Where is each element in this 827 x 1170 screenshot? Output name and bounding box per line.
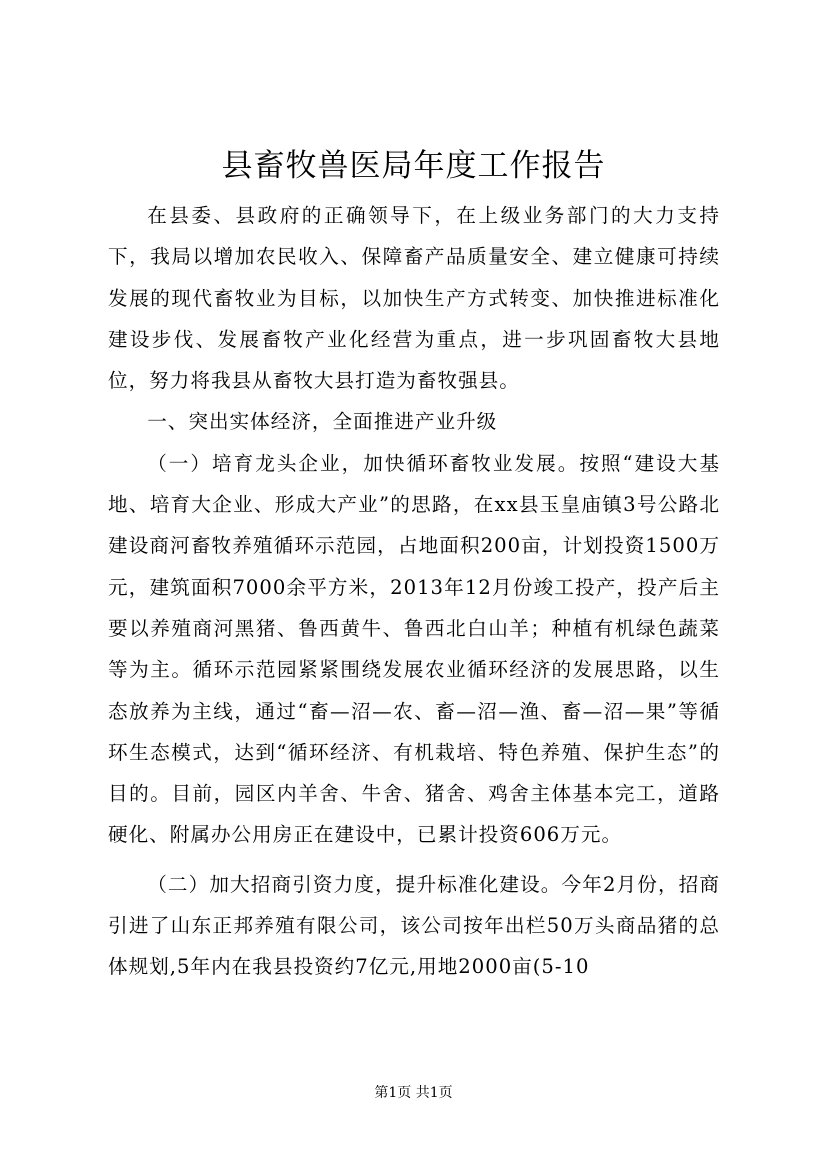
- document-body: [108, 195, 720, 988]
- paragraph-subsection-1: （一）培育龙头企业，加快循环畜牧业发展。按照“建设大基地、培育大企业、形成大产业”的思路，在xx县玉皇庙镇3号公路北建设商河畜牧养殖循环示范园，占地面积200亩，计划投资1500万元，建筑面积7000余平方米，2013年12月份竣工投产，投产后主要以养殖商河黑猪、鲁西黄牛、鲁西北白山羊；种植有机绿色蔬菜等为主。循环示范园紧紧围绕发展农业循环经济的发展思路，以生态放养为主线，通过“畜—沼—农、畜—沼—渔、畜—沼—果”等循环生态模式，达到“循环经济、有机栽培、特色养殖、保护生态”的目的。目前，园区内羊舍、牛舍、猪舍、鸡舍主体基本完工，道路硬化、附属办公用房正在建设中，已累计投资606万元。: [108, 451, 720, 847]
- paragraph-intro: 在县委、县政府的正确领导下，在上级业务部门的大力支持下，我局以增加农民收入、保障畜产品质量安全、建立健康可持续发展的现代畜牧业为目标，以加快生产方式转变、加快推进标准化建设步伐、发展畜牧产业化经营为重点，进一步巩固畜牧大县地位，努力将我县从畜牧大县打造为畜牧强县。: [108, 204, 720, 393]
- paragraph-subsection-2: （二）加大招商引资力度，提升标准化建设。今年2月份，招商引进了山东正邦养殖有限公司，该公司按年出栏50万头商品猪的总体规划,5年内在我县投资约7亿元,用地2000亩(5-10: [108, 872, 720, 979]
- section-heading-1: 一、突出实体经济，全面推进产业升级: [147, 410, 498, 434]
- page-footer: 第1页 共1页: [374, 1085, 453, 1101]
- document-title: 县畜牧兽医局年度工作报告: [221, 148, 606, 184]
